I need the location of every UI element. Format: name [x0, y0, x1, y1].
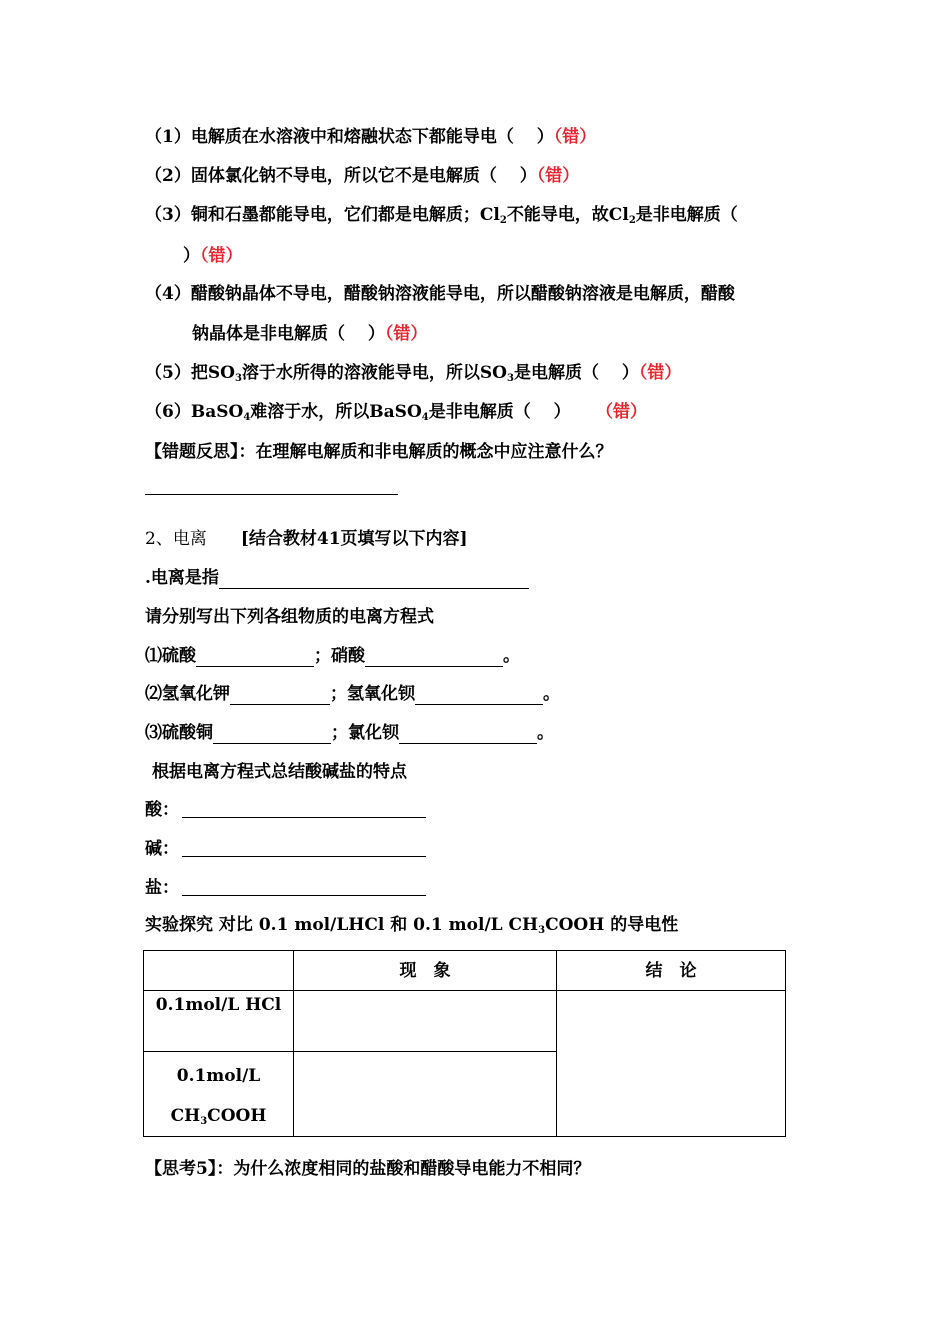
item-4: （4）醋酸钠晶体不导电，醋酸钠溶液能导电，所以醋酸钠溶液是电解质，醋酸 [145, 284, 735, 304]
ch3cooh-phenomenon-cell[interactable] [294, 1052, 557, 1137]
equation-row-1: ⑴硫酸 ；硝酸 。 [145, 646, 520, 666]
experiment-table [143, 950, 786, 1137]
item-3: （3）铜和石墨都能导电，它们都是电解质；$Cl_2$不能导电，故$Cl_2$是非电解质（ [145, 205, 738, 226]
item-6: （6）BaSO$_4$难溶于水，所以BaSO$_4$是非电解质（ ） [145, 402, 571, 423]
ch3cooh-row-label: 0.1mol/L $CH_3COOH$ [144, 1052, 294, 1137]
conclusion-header: 结 论 [557, 951, 786, 991]
item-1: （1）电解质在水溶液中和熔融状态下都能导电（ ）（错） [145, 127, 597, 147]
item-3-cont: ）（错） [183, 246, 243, 266]
answer-2: （错） [536, 166, 580, 186]
acid-line: 酸： [145, 800, 179, 820]
section2-heading: 2、电离 [结合教材41页填写以下内容] [145, 529, 468, 549]
bacl2-blank[interactable] [399, 725, 537, 744]
sulfuric-acid-blank[interactable] [196, 648, 314, 667]
baoh2-blank[interactable] [415, 686, 543, 705]
reflection: 【错题反思】：在理解电解质和非电解质的概念中应注意什么？ [145, 442, 613, 462]
cuso4-blank[interactable] [213, 725, 331, 744]
experiment-title: 实验探究 对比 0.1 mol/LHCl 和 0.1 mol/L $CH_3COOH$ 的导电性 [145, 915, 679, 936]
acid-blank[interactable] [182, 817, 426, 818]
equation-row-2: ⑵氢氧化钾 ；氢氧化钡 。 [145, 684, 560, 704]
base-blank[interactable] [182, 856, 426, 857]
answer-1: （错） [553, 127, 597, 147]
item-2: （2）固体氯化钠不导电，所以它不是电解质（ ）（错） [145, 166, 580, 186]
answer-3: （错） [200, 246, 243, 266]
hcl-row-label: 0.1mol/L HCl [144, 991, 294, 1052]
table-corner-cell [144, 951, 294, 991]
answer-6: （错） [596, 402, 647, 422]
equation-row-3: ⑶硫酸铜 ；氯化钡 。 [145, 723, 554, 743]
hcl-phenomenon-cell[interactable] [294, 991, 557, 1052]
definition-blank[interactable] [219, 570, 529, 589]
equation-prompt: 请分别写出下列各组物质的电离方程式 [145, 607, 434, 627]
koh-blank[interactable] [230, 686, 330, 705]
item-4-cont: 钠晶体是非电解质（ ）（错） [192, 324, 428, 344]
base-line: 碱： [145, 839, 179, 859]
salt-blank[interactable] [182, 895, 426, 896]
conclusion-cell[interactable] [557, 991, 786, 1137]
answer-5: （错） [638, 363, 682, 383]
reflection-answer-line[interactable] [145, 494, 398, 495]
phenomenon-header: 现 象 [294, 951, 557, 991]
salt-line: 盐： [145, 878, 179, 898]
item-5: （5）把$SO_3$溶于水所得的溶液能导电，所以$SO_3$是电解质（ ）（错） [145, 363, 682, 384]
think-question: 【思考5】：为什么浓度相同的盐酸和醋酸导电能力不相同？ [145, 1159, 591, 1179]
definition-line: .电离是指 [145, 567, 529, 589]
nitric-acid-blank[interactable] [365, 648, 503, 667]
summary-prompt: 根据电离方程式总结酸碱盐的特点 [152, 762, 407, 782]
answer-4: （错） [384, 324, 428, 344]
